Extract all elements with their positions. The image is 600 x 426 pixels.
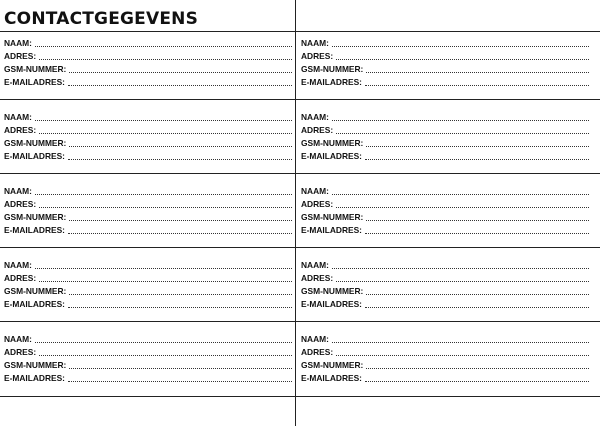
- mobile-number-field-label: GSM-NUMMER:: [4, 138, 67, 148]
- email-field-line[interactable]: [68, 233, 292, 234]
- email-field: [4, 371, 294, 384]
- name-field: [4, 36, 294, 49]
- email-field-line[interactable]: [68, 307, 292, 308]
- mobile-number-field-label: GSM-NUMMER:: [4, 286, 67, 296]
- email-field: [4, 75, 294, 88]
- mobile-number-field: [301, 62, 591, 75]
- name-field-line[interactable]: [332, 268, 589, 269]
- name-field-line[interactable]: [35, 342, 292, 343]
- name-field: [4, 258, 294, 271]
- name-field-line[interactable]: [332, 46, 589, 47]
- email-field: [301, 371, 591, 384]
- email-field-line[interactable]: [365, 159, 589, 160]
- address-field: [301, 123, 591, 136]
- email-field-label: E-MAILADRES:: [4, 225, 65, 235]
- contact-entry: [301, 332, 591, 390]
- mobile-number-field-line[interactable]: [366, 368, 589, 369]
- name-field-label: NAAM:: [4, 38, 32, 48]
- mobile-number-field-line[interactable]: [366, 146, 589, 147]
- address-field-line[interactable]: [39, 281, 292, 282]
- mobile-number-field-line[interactable]: [366, 220, 589, 221]
- email-field-line[interactable]: [365, 85, 589, 86]
- address-field: [301, 49, 591, 62]
- address-field-line[interactable]: [336, 133, 589, 134]
- email-field-label: E-MAILADRES:: [4, 151, 65, 161]
- row-divider: [0, 396, 600, 397]
- name-field: [4, 332, 294, 345]
- contact-entry: [301, 258, 591, 316]
- email-field: [4, 149, 294, 162]
- address-field: [301, 271, 591, 284]
- mobile-number-field: [301, 358, 591, 371]
- contact-entry: [301, 184, 591, 242]
- address-field-line[interactable]: [336, 355, 589, 356]
- mobile-number-field-label: GSM-NUMMER:: [301, 64, 364, 74]
- name-field-label: NAAM:: [301, 38, 329, 48]
- contact-entry: [4, 36, 294, 94]
- address-field: [4, 197, 294, 210]
- email-field-label: E-MAILADRES:: [301, 373, 362, 383]
- mobile-number-field-label: GSM-NUMMER:: [301, 138, 364, 148]
- mobile-number-field-line[interactable]: [69, 368, 292, 369]
- mobile-number-field: [4, 136, 294, 149]
- email-field-label: E-MAILADRES:: [4, 299, 65, 309]
- mobile-number-field-label: GSM-NUMMER:: [301, 286, 364, 296]
- row-divider: [0, 321, 600, 322]
- address-field-label: ADRES:: [301, 347, 334, 357]
- contact-entry: [4, 184, 294, 242]
- row-divider: [0, 173, 600, 174]
- address-field-line[interactable]: [39, 355, 292, 356]
- email-field: [301, 75, 591, 88]
- mobile-number-field-line[interactable]: [366, 294, 589, 295]
- email-field-line[interactable]: [68, 85, 292, 86]
- page-title: CONTACTGEGEVENS: [4, 9, 199, 29]
- address-field: [4, 345, 294, 358]
- email-field: [301, 223, 591, 236]
- address-field-label: ADRES:: [4, 199, 37, 209]
- name-field-line[interactable]: [332, 342, 589, 343]
- mobile-number-field-label: GSM-NUMMER:: [4, 212, 67, 222]
- mobile-number-field: [4, 62, 294, 75]
- name-field-label: NAAM:: [301, 186, 329, 196]
- name-field-line[interactable]: [35, 194, 292, 195]
- contact-entry: [4, 258, 294, 316]
- address-field: [301, 197, 591, 210]
- name-field-line[interactable]: [35, 120, 292, 121]
- name-field-line[interactable]: [332, 120, 589, 121]
- mobile-number-field: [301, 136, 591, 149]
- address-field: [4, 271, 294, 284]
- name-field-label: NAAM:: [4, 186, 32, 196]
- name-field-label: NAAM:: [4, 334, 32, 344]
- mobile-number-field-line[interactable]: [366, 72, 589, 73]
- email-field: [301, 297, 591, 310]
- email-field-label: E-MAILADRES:: [4, 77, 65, 87]
- name-field-label: NAAM:: [301, 260, 329, 270]
- email-field-label: E-MAILADRES:: [301, 151, 362, 161]
- name-field: [301, 36, 591, 49]
- name-field-line[interactable]: [35, 268, 292, 269]
- address-field-label: ADRES:: [301, 273, 334, 283]
- address-field: [4, 123, 294, 136]
- address-field: [4, 49, 294, 62]
- name-field: [301, 184, 591, 197]
- contact-entry: [4, 110, 294, 168]
- address-field-line[interactable]: [336, 207, 589, 208]
- email-field-label: E-MAILADRES:: [301, 225, 362, 235]
- address-field-line[interactable]: [336, 59, 589, 60]
- name-field: [4, 110, 294, 123]
- mobile-number-field-line[interactable]: [69, 72, 292, 73]
- name-field: [4, 184, 294, 197]
- email-field-line[interactable]: [68, 381, 292, 382]
- address-field-label: ADRES:: [4, 273, 37, 283]
- row-divider: [0, 99, 600, 100]
- mobile-number-field: [301, 210, 591, 223]
- name-field-label: NAAM:: [4, 260, 32, 270]
- mobile-number-field-line[interactable]: [69, 146, 292, 147]
- mobile-number-field: [301, 284, 591, 297]
- address-field-label: ADRES:: [301, 199, 334, 209]
- address-field-label: ADRES:: [301, 125, 334, 135]
- mobile-number-field: [4, 210, 294, 223]
- mobile-number-field-label: GSM-NUMMER:: [4, 360, 67, 370]
- mobile-number-field-line[interactable]: [69, 294, 292, 295]
- name-field-label: NAAM:: [301, 112, 329, 122]
- mobile-number-field-label: GSM-NUMMER:: [301, 360, 364, 370]
- address-field-line[interactable]: [336, 281, 589, 282]
- email-field: [4, 297, 294, 310]
- column-divider: [295, 0, 296, 426]
- address-field-label: ADRES:: [301, 51, 334, 61]
- mobile-number-field-label: GSM-NUMMER:: [4, 64, 67, 74]
- name-field: [301, 332, 591, 345]
- contact-entry: [4, 332, 294, 390]
- row-divider: [0, 247, 600, 248]
- address-field: [301, 345, 591, 358]
- email-field-label: E-MAILADRES:: [4, 373, 65, 383]
- mobile-number-field: [4, 358, 294, 371]
- contact-entry: [301, 36, 591, 94]
- name-field: [301, 258, 591, 271]
- name-field-label: NAAM:: [4, 112, 32, 122]
- mobile-number-field-line[interactable]: [69, 220, 292, 221]
- name-field: [301, 110, 591, 123]
- contact-entry: [301, 110, 591, 168]
- mobile-number-field: [4, 284, 294, 297]
- address-field-label: ADRES:: [4, 125, 37, 135]
- name-field-line[interactable]: [332, 194, 589, 195]
- email-field-line[interactable]: [365, 307, 589, 308]
- address-field-line[interactable]: [39, 133, 292, 134]
- email-field: [301, 149, 591, 162]
- email-field-line[interactable]: [365, 233, 589, 234]
- email-field-line[interactable]: [68, 159, 292, 160]
- name-field-label: NAAM:: [301, 334, 329, 344]
- row-divider: [0, 31, 600, 32]
- address-field-label: ADRES:: [4, 347, 37, 357]
- mobile-number-field-label: GSM-NUMMER:: [301, 212, 364, 222]
- email-field-line[interactable]: [365, 381, 589, 382]
- email-field-label: E-MAILADRES:: [301, 299, 362, 309]
- address-field-line[interactable]: [39, 59, 292, 60]
- address-field-line[interactable]: [39, 207, 292, 208]
- name-field-line[interactable]: [35, 46, 292, 47]
- address-field-label: ADRES:: [4, 51, 37, 61]
- email-field-label: E-MAILADRES:: [301, 77, 362, 87]
- email-field: [4, 223, 294, 236]
